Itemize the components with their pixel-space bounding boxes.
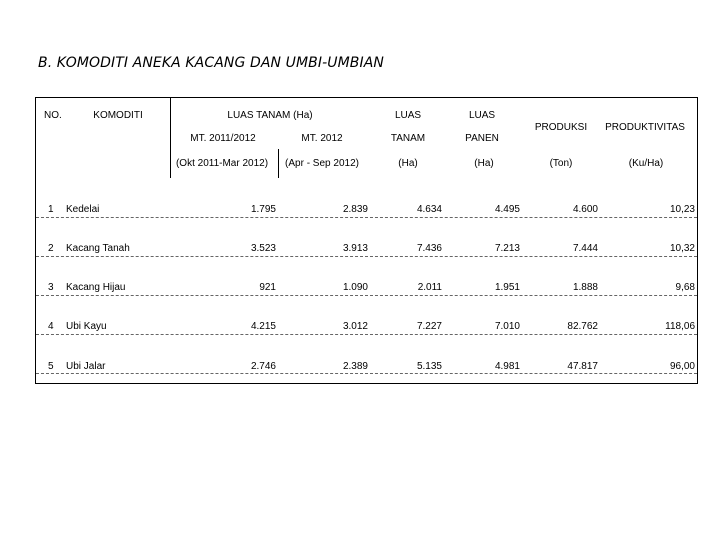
row-produksi: 7.444 xyxy=(572,243,598,254)
header-komoditi: KOMODITI xyxy=(93,110,143,121)
row-komoditi: Kedelai xyxy=(66,204,100,215)
header-luas-tanam-group: LUAS TANAM (Ha) xyxy=(227,110,313,121)
row-produktivitas: 10,23 xyxy=(669,204,695,215)
row-produktivitas: 96,00 xyxy=(669,361,695,372)
header-luas-tanam-label-1: LUAS xyxy=(394,110,422,121)
row-divider xyxy=(36,334,697,335)
header-produksi-unit: (Ton) xyxy=(549,158,573,169)
row-luas-tanam: 7.436 xyxy=(416,243,442,254)
row-no: 3 xyxy=(48,282,54,293)
row-luas-tanam: 5.135 xyxy=(416,361,442,372)
row-mt1: 1.795 xyxy=(250,204,276,215)
header-no: NO. xyxy=(44,110,62,121)
row-komoditi: Kacang Tanah xyxy=(66,243,130,254)
row-mt1: 4.215 xyxy=(250,321,276,332)
header-mt2: MT. 2012 xyxy=(301,133,343,144)
row-produktivitas: 10,32 xyxy=(669,243,695,254)
header-luas-tanam-label-2: TANAM xyxy=(390,133,426,144)
row-mt1: 921 xyxy=(259,282,276,293)
header-produksi: PRODUKSI xyxy=(534,122,588,133)
row-mt2: 1.090 xyxy=(342,282,368,293)
header-luas-panen-label-1: LUAS xyxy=(468,110,496,121)
header-luas-panen-unit: (Ha) xyxy=(474,158,494,169)
row-divider xyxy=(36,295,697,296)
header-divider xyxy=(278,149,279,178)
row-produktivitas: 9,68 xyxy=(675,282,695,293)
row-mt1: 2.746 xyxy=(250,361,276,372)
row-luas-tanam: 7.227 xyxy=(416,321,442,332)
row-no: 4 xyxy=(48,321,54,332)
row-divider xyxy=(36,217,697,218)
row-mt2: 2.839 xyxy=(342,204,368,215)
header-divider xyxy=(170,98,171,178)
row-no: 1 xyxy=(48,204,54,215)
row-mt2: 3.913 xyxy=(342,243,368,254)
row-no: 5 xyxy=(48,361,54,372)
row-luas-tanam: 4.634 xyxy=(416,204,442,215)
row-mt2: 2.389 xyxy=(342,361,368,372)
row-luas-panen: 4.495 xyxy=(494,204,520,215)
row-produksi: 4.600 xyxy=(572,204,598,215)
row-produksi: 47.817 xyxy=(567,361,598,372)
header-produktivitas-unit: (Ku/Ha) xyxy=(628,158,664,169)
row-komoditi: Ubi Jalar xyxy=(66,361,106,372)
row-mt1: 3.523 xyxy=(250,243,276,254)
row-no: 2 xyxy=(48,243,54,254)
row-produksi: 82.762 xyxy=(567,321,598,332)
row-luas-panen: 7.010 xyxy=(494,321,520,332)
row-produksi: 1.888 xyxy=(572,282,598,293)
row-luas-tanam: 2.011 xyxy=(417,282,442,293)
header-mt1: MT. 2011/2012 xyxy=(190,133,256,144)
row-luas-panen: 1.951 xyxy=(494,282,520,293)
header-luas-tanam-unit: (Ha) xyxy=(398,158,418,169)
header-mt2-period: (Apr - Sep 2012) xyxy=(285,158,359,169)
row-luas-panen: 4.981 xyxy=(494,361,520,372)
row-divider xyxy=(36,373,697,374)
header-luas-panen-label-2: PANEN xyxy=(465,133,499,144)
header-produktivitas: PRODUKTIVITAS xyxy=(605,122,685,133)
header-mt1-period: (Okt 2011-Mar 2012) xyxy=(175,158,269,169)
row-luas-panen: 7.213 xyxy=(494,243,520,254)
commodity-table xyxy=(35,97,698,384)
row-mt2: 3.012 xyxy=(342,321,368,332)
document-title: B. KOMODITI ANEKA KACANG DAN UMBI-UMBIAN xyxy=(38,55,384,71)
row-komoditi: Kacang Hijau xyxy=(66,282,126,293)
row-divider xyxy=(36,256,697,257)
row-produktivitas: 118,06 xyxy=(665,321,695,332)
row-komoditi: Ubi Kayu xyxy=(66,321,107,332)
